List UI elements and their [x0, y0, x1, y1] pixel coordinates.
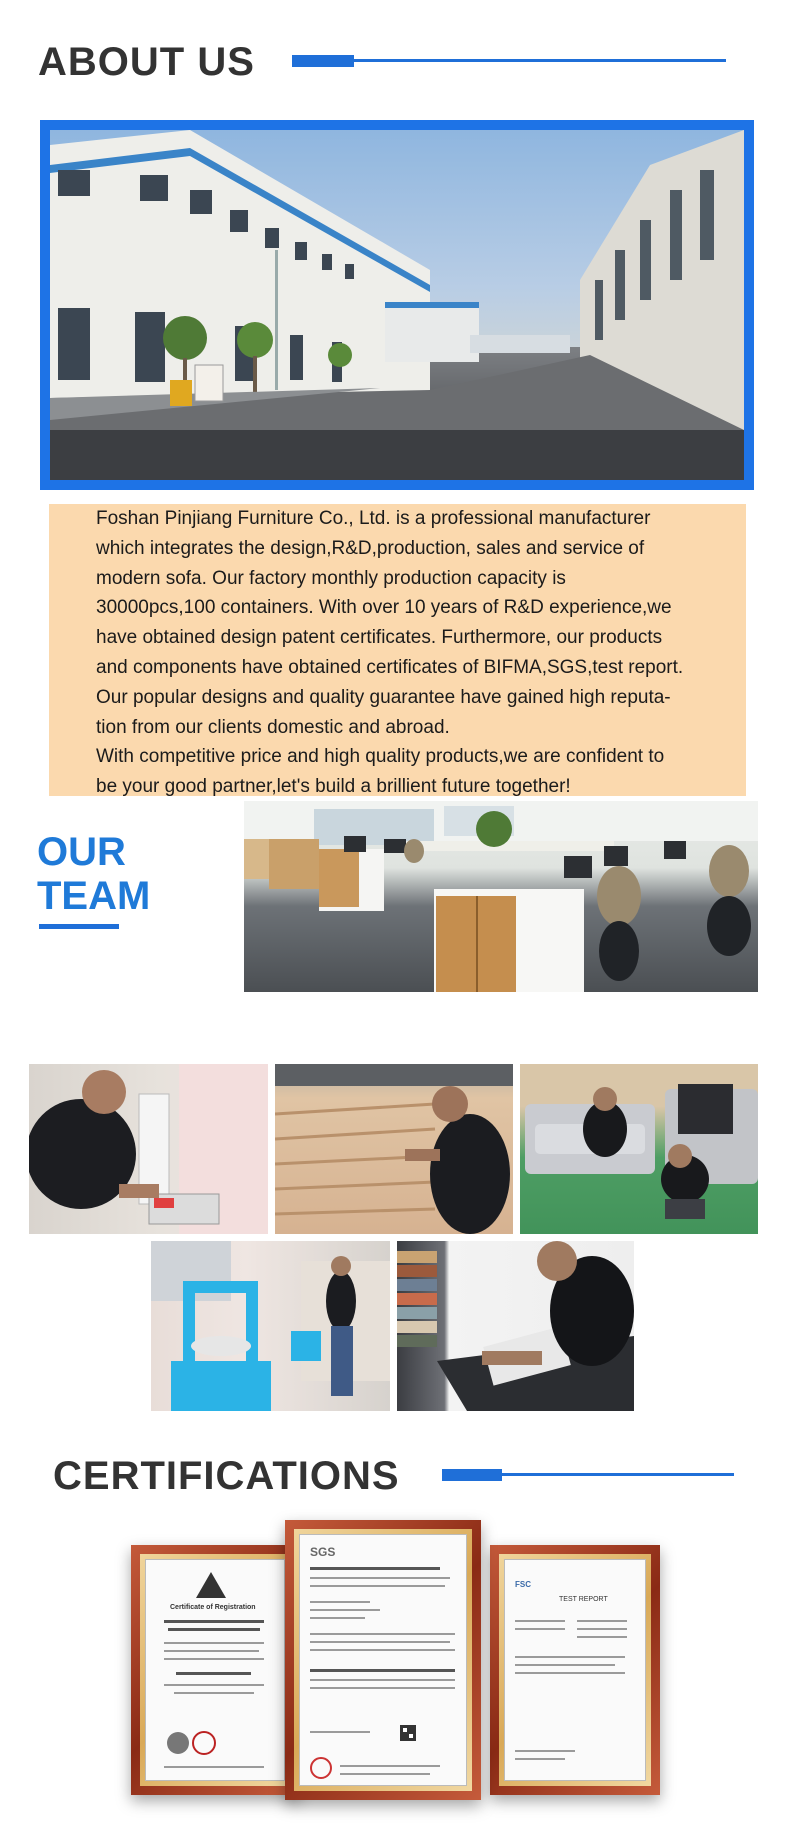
- qc-photo-fabric-check: [397, 1241, 634, 1411]
- company-description: Foshan Pinjiang Furniture Co., Ltd. is a professional manufacturer which integrates the design,R&D,production, sales and service of modern sofa. Our factory monthly production capacity is 30000pcs,100 containers. With over 10 years of R&D experience,we have obtained design patent certificates. Furthermore, our products and components have obtained certificates of BIFMA,SGS,test report. Our popular designs and quality guarantee have gained high reputa- tion from our clients domestic and abroad. With competitive price and high quality products,we are confident to be your good partner,let's build a brillient future together!: [96, 508, 684, 798]
- qc-photo-lab-test: [29, 1064, 268, 1234]
- team-heading-underline: [39, 924, 119, 929]
- qc-photo-sofa-inspection: [520, 1064, 758, 1234]
- team-heading-line2: TEAM: [37, 874, 151, 918]
- qc-photo-wood-frame: [275, 1064, 513, 1234]
- certificate-registration: Certificate of Registration: [145, 1559, 285, 1781]
- about-us-heading: ABOUT US: [38, 40, 255, 84]
- company-description-box: [49, 504, 746, 796]
- heading-divider: [292, 59, 726, 62]
- heading-divider: [442, 1473, 734, 1476]
- qc-photo-foam-test: [151, 1241, 390, 1411]
- factory-photo-frame: [40, 120, 754, 490]
- certifications-heading: CERTIFICATIONS: [53, 1454, 400, 1498]
- certificate-frame-right: [490, 1545, 660, 1795]
- certificate-frame-left: [131, 1545, 299, 1795]
- team-heading-line1: OUR: [37, 830, 126, 874]
- factory-photo: [50, 130, 744, 480]
- team-heading: [37, 830, 150, 918]
- office-photo: [244, 801, 758, 992]
- certificate-sgs: SGS: [299, 1534, 467, 1786]
- certificate-test-report: FSC TEST REPORT: [504, 1559, 646, 1781]
- certificate-frame-center: [285, 1520, 481, 1800]
